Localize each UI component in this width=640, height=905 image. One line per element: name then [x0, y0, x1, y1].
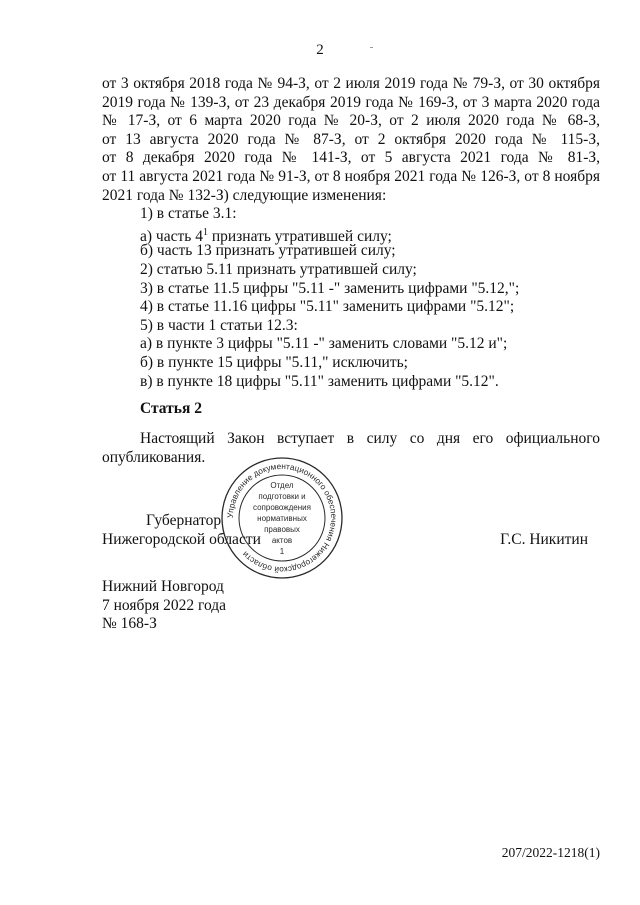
list-item-text: а) часть 4	[140, 227, 203, 245]
list-item: 4) в статье 11.16 цифры "5.11" заменить цифрами "5.12";	[140, 298, 515, 316]
effective-clause	[102, 430, 600, 467]
paragraph-line: от 11 августа 2021 года № 91-З, от 8 ноября 2021 года № 126-З, от 8 ноября	[102, 167, 600, 185]
stamp-inner-line: актов	[271, 536, 293, 545]
document-code: 207/2022-1218(1)	[501, 845, 600, 860]
scan-speck	[370, 47, 373, 48]
list-item: 5) в части 1 статьи 12.3:	[140, 316, 298, 334]
paragraph-line: от 13 августа 2020 года № 87-З, от 2 октября 2020 года № 115-З,	[102, 130, 600, 148]
list-item: а) в пункте 3 цифры "5.11 -" заменить словами "5.12 и";	[140, 335, 508, 353]
official-stamp	[220, 456, 344, 580]
amendment-paragraph	[102, 75, 600, 391]
list-item: б) в пункте 15 цифры "5.11," исключить;	[140, 353, 408, 371]
list-item: б) часть 13 признать утратившей силу;	[140, 242, 396, 260]
stamp-inner-line: сопровождения	[253, 503, 311, 512]
signature-title-line: Нижегородской области	[102, 530, 261, 548]
place: Нижний Новгород	[102, 578, 224, 595]
list-item-text: признать утратившей силу;	[207, 227, 392, 245]
stamp-inner-line: подготовки и	[258, 492, 306, 501]
article-heading: Статья 2	[140, 400, 202, 417]
list-item: в) в пункте 18 цифры "5.11" заменить цифрами "5.12".	[140, 372, 499, 390]
superscript: 1	[202, 226, 208, 238]
paragraph-line: 2019 года № 139-З, от 23 декабря 2019 года № 169-З, от 3 марта 2020 года	[102, 93, 600, 111]
date: 7 ноября 2022 года	[102, 596, 227, 614]
stamp-ring-textpath: Управление документационного обеспечения Нижегородской области	[224, 460, 340, 576]
signature-block	[102, 512, 600, 549]
list-item: 3) в статье 11.5 цифры "5.11 -" заменить цифрами "5.12,";	[140, 279, 520, 297]
stamp-number: 1	[279, 547, 285, 556]
stamp-inner-line: правовых	[264, 525, 300, 534]
stamp-inner-line: нормативных	[257, 514, 307, 523]
place-date-block	[102, 578, 226, 634]
paragraph-line: от 8 декабря 2020 года № 141-З, от 5 августа 2021 года № 81-З,	[102, 149, 600, 167]
signatory-name: Г.С. Никитин	[500, 530, 588, 548]
list-item: 2) статью 5.11 признать утратившей силу;	[140, 260, 417, 278]
closing-line: Настоящий Закон вступает в силу со дня его официального	[140, 430, 600, 447]
page-number: 2	[316, 42, 324, 58]
list-item: 1) в статье 3.1:	[140, 205, 237, 223]
paragraph-line: № 17-З, от 6 марта 2020 года № 20-З, от 2 июля 2020 года № 68-З,	[102, 112, 600, 130]
stamp-inner-line: Отдел	[270, 481, 294, 490]
signature-title-line: Губернатор	[146, 512, 222, 529]
closing-line: опубликования.	[102, 448, 206, 466]
list-item	[102, 224, 600, 243]
law-number: № 168-З	[102, 615, 157, 633]
paragraph-line: от 3 октября 2018 года № 94-З, от 2 июля 2019 года № 79-З, от 30 октября	[102, 75, 600, 92]
paragraph-last-line: 2021 года № 132-З) следующие изменения:	[102, 186, 387, 204]
